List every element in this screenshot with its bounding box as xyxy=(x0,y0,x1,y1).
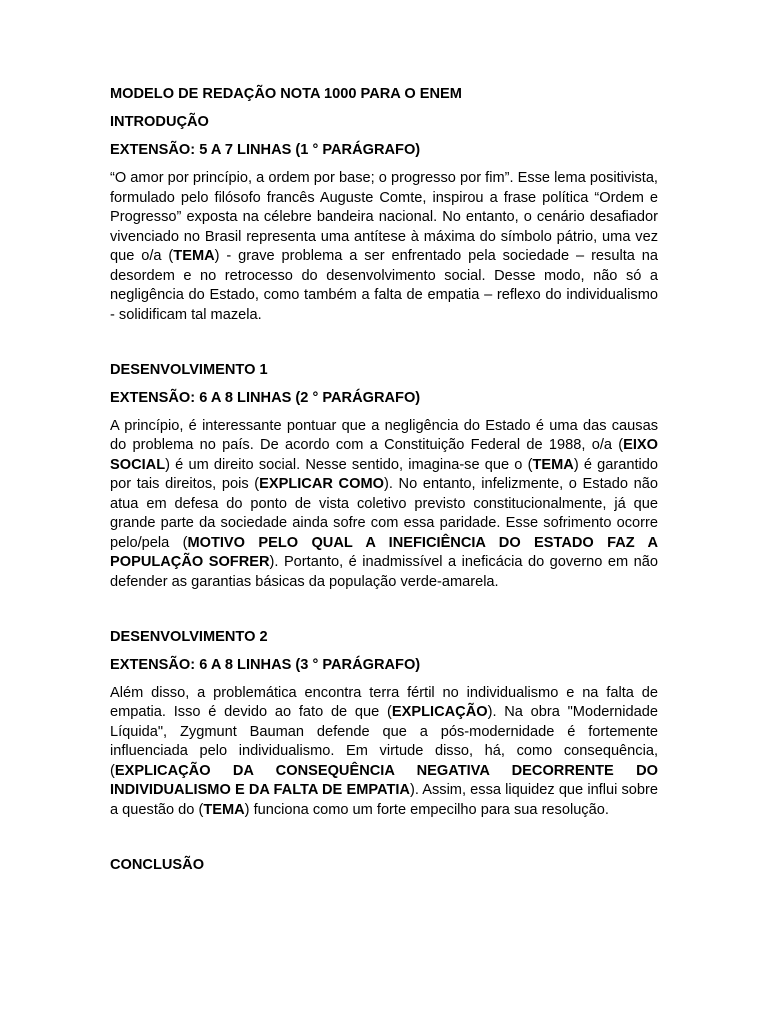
paragraph-text: ) é garantido por tais direitos, pois ( xyxy=(110,456,658,492)
paragraph-text: Além disso, a problemática encontra terra fértil no individualismo e na falta de empatia. Isso é devido ao fato de que ( xyxy=(110,684,658,720)
section-introducao xyxy=(110,113,658,325)
section-heading: DESENVOLVIMENTO 1 xyxy=(110,361,268,378)
document-title: MODELO DE REDAÇÃO NOTA 1000 PARA O ENEM xyxy=(110,86,462,102)
placeholder-bold-text: MOTIVO PELO QUAL A INEFICIÊNCIA DO ESTADO FAZ A POPULAÇÃO SOFRER xyxy=(110,534,659,570)
placeholder-bold-text: TEMA xyxy=(532,456,574,473)
spacer xyxy=(110,829,658,856)
paragraph-text: ) - grave problema a ser enfrentado pela sociedade – resulta na desordem e no retrocesso do desenvolvimento social. Desse modo, não só a negligência do Estado, como também a falta de empatia – reflexo do individualismo - solidificam tal mazela. xyxy=(110,248,659,323)
spacer xyxy=(110,334,658,361)
section-extent: EXTENSÃO: 6 A 8 LINHAS (3 ° PARÁGRAFO) xyxy=(110,656,421,673)
section-extent: EXTENSÃO: 6 A 8 LINHAS (2 ° PARÁGRAFO) xyxy=(110,389,421,406)
section-paragraph xyxy=(110,684,658,821)
placeholder-bold-text: EXPLICAÇÃO xyxy=(391,704,488,720)
placeholder-bold-text: EXPLICAR COMO xyxy=(259,476,384,492)
placeholder-bold-text: TEMA xyxy=(203,801,245,818)
paragraph-text: ) é um direito social. Nesse sentido, imagina-se que o ( xyxy=(165,456,533,473)
placeholder-bold-text: EIXO SOCIAL xyxy=(110,437,658,473)
placeholder-bold-text: TEMA xyxy=(173,248,215,264)
paragraph-text: ). Assim, essa liquidez que influi sobre a questão do ( xyxy=(110,782,659,818)
paragraph-text: A princípio, é interessante pontuar que a negligência do Estado é uma das causas do problema no país. De acordo com a Constituição Federal de 1988, o/a ( xyxy=(110,417,658,453)
section-heading: CONCLUSÃO xyxy=(110,856,205,873)
section-paragraph xyxy=(110,417,658,593)
paragraph-text: ) funciona como um forte empecilho para sua resolução. xyxy=(244,801,609,818)
spacer xyxy=(110,601,658,628)
paragraph-text: ). No entanto, infelizmente, o Estado não atua em defesa do ponto de vista coletivo previsto constitucionalmente, já que grande parte da sociedade ainda sofre com essa paridade. Esse sofrimento ocorre pelo/pela ( xyxy=(110,476,658,551)
section-paragraph xyxy=(110,169,658,325)
section-heading: INTRODUÇÃO xyxy=(110,114,209,130)
placeholder-bold-text: EXPLICAÇÃO DA CONSEQUÊNCIA NEGATIVA DECORRENTE DO INDIVIDUALISMO E DA FALTA DE EMPATIA xyxy=(110,762,658,798)
section-desenvolvimento-2 xyxy=(110,628,658,821)
section-conclusao xyxy=(110,856,658,876)
section-extent: EXTENSÃO: 5 A 7 LINHAS (1 ° PARÁGRAFO) xyxy=(110,142,421,158)
paragraph-text: ). Portanto, é inadmissível a ineficácia do governo em não defender as garantias básicas da população verde-amarela. xyxy=(110,554,659,590)
paragraph-text: ). Na obra "Modernidade Líquida", Zygmunt Bauman defende que a pós-modernidade é fortemente influenciada pelo individualismo. Em virtude disso, há, como consequência, ( xyxy=(110,704,658,779)
section-heading: DESENVOLVIMENTO 2 xyxy=(110,628,268,645)
paragraph-text: “O amor por princípio, a ordem por base; o progresso por fim”. Esse lema positivista, formulado pelo filósofo francês Auguste Comte, inspirou a frase política “Ordem e Progresso” exposta na célebre bandeira nacional. No entanto, o cenário desafiador vivenciado no Brasil representa uma antítese à máxima do símbolo pátrio, uma vez que o/a ( xyxy=(110,170,658,264)
section-desenvolvimento-1 xyxy=(110,361,658,593)
